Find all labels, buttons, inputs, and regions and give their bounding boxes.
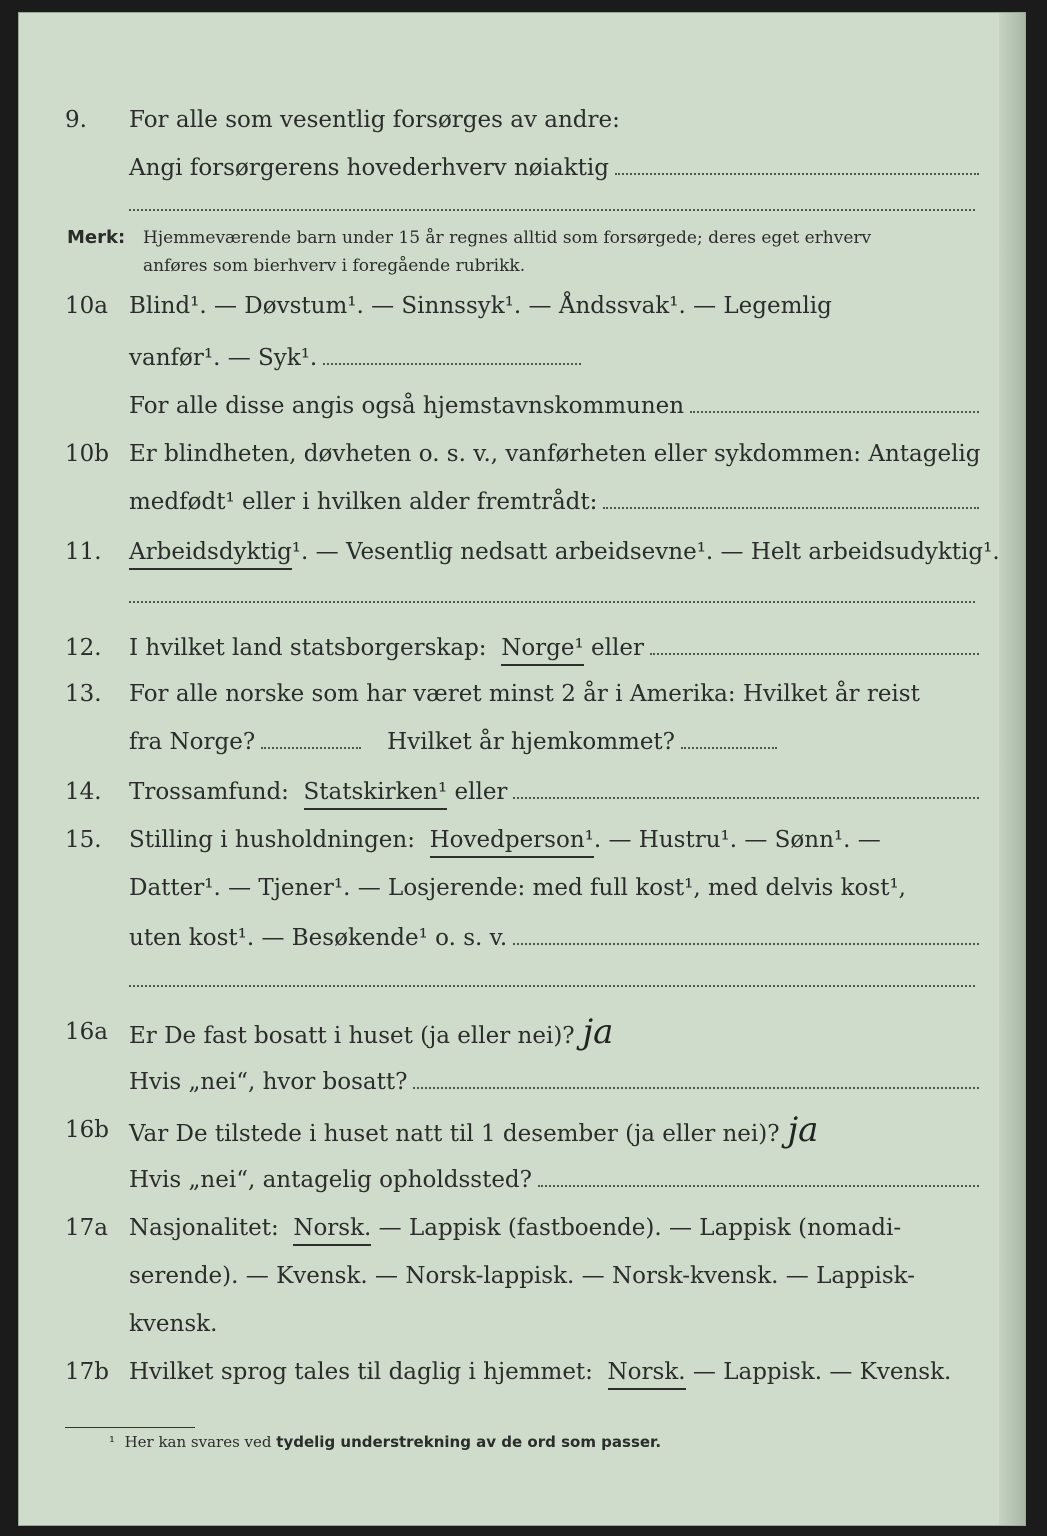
answer-field-dots[interactable] [650, 652, 979, 655]
handwritten-answer: ja [787, 1110, 819, 1150]
answer-field-dots[interactable] [690, 410, 979, 413]
answer-field-dots[interactable] [603, 506, 979, 509]
merk-note: Merk: Hjemmeværende barn under 15 år regnes alltid som forsørgede; deres eget erhverv [67, 227, 872, 248]
q17b-underlined-answer: Norsk. [608, 1357, 686, 1390]
answer-field-dots[interactable] [129, 209, 975, 211]
footnote-rule [65, 1427, 195, 1428]
q14-underlined-answer: Statskirken¹ [304, 777, 448, 810]
q12-underlined-answer: Norge¹ [501, 633, 584, 666]
answer-field-dots[interactable] [413, 1086, 979, 1089]
answer-field-dots[interactable] [681, 746, 777, 749]
handwritten-answer: ja [582, 1012, 614, 1052]
q11-underlined-answer: Arbeidsdyktig [129, 537, 292, 570]
answer-field-dots[interactable] [538, 1184, 979, 1187]
answer-field-dots[interactable] [615, 172, 979, 175]
answer-field-dots[interactable] [129, 601, 975, 603]
answer-field-dots[interactable] [261, 746, 361, 749]
answer-field-dots[interactable] [129, 985, 975, 987]
page-edge [999, 13, 1025, 1525]
footnote: ¹ Her kan svares ved tydelig understrekning av de ord som passer. [109, 1433, 662, 1451]
census-form-page: 9. For alle som vesentlig forsørges av andre: Angi forsørgerens hovederhverv nøiaktig Merk: Hjemmeværende barn under 15 år regnes alltid som forsørgede; deres eget erhverv anføres som bierhverv i foregående rubrikk. 10a Blind¹. — Døvstum¹. — Sinnssyk¹. — Åndssvak¹. — Legemlig vanfør¹. — Syk¹. For alle disse angis også hjemstavnskommunen 10b Er blindheten, døvheten o. s. v., vanførheten eller sykdommen: Antagelig medfødt¹ eller i hvilken alder fremtrådt: 11. Arbeidsdyktig ¹. — Vesentlig nedsatt arbeidsevne¹. — Helt arbeidsudyktig¹. 12. I hvilket land statsborgerskap: Norge¹ eller 13. For alle norske som har været minst 2 år i Amerika: Hvilket år reist fra Norge? Hvilket år hjemkommet? 14. Trossamfund: Statskirken¹ eller 15. Stilling i husholdningen: Hovedperson¹ . — Hustru¹. — Sønn¹. — Datter¹. — Tjener¹. — Losjerende: med full kost¹, med delvis kost¹, uten kost¹. — Besøkende¹ o. s. v. 16a Er De fast bosatt i huset (ja eller nei)? ja Hvis „nei“, hvor bosatt? 16b Var De tilstede i huset natt til 1 desember (ja eller nei)? ja Hvis „nei“, antagelig opholdssted? 17a Nasjonalitet: Norsk. — Lappisk (fastboende). — Lappisk (nomadi- serende). — Kvensk. — Norsk-lappisk. — Norsk-kvensk. — Lappisk- kvensk. 17b Hvilket sprog tales til daglig i hjemmet: Norsk. — Lappisk. — Kvensk. ¹ Her kan svares ved tydelig understrekning av de ord som passer. [18, 12, 1026, 1526]
answer-field-dots[interactable] [513, 796, 979, 799]
answer-field-dots[interactable] [513, 942, 979, 945]
q17a-underlined-answer: Norsk. [293, 1213, 371, 1246]
answer-field-dots[interactable] [323, 362, 581, 365]
q15-underlined-answer: Hovedperson¹ [430, 825, 594, 858]
